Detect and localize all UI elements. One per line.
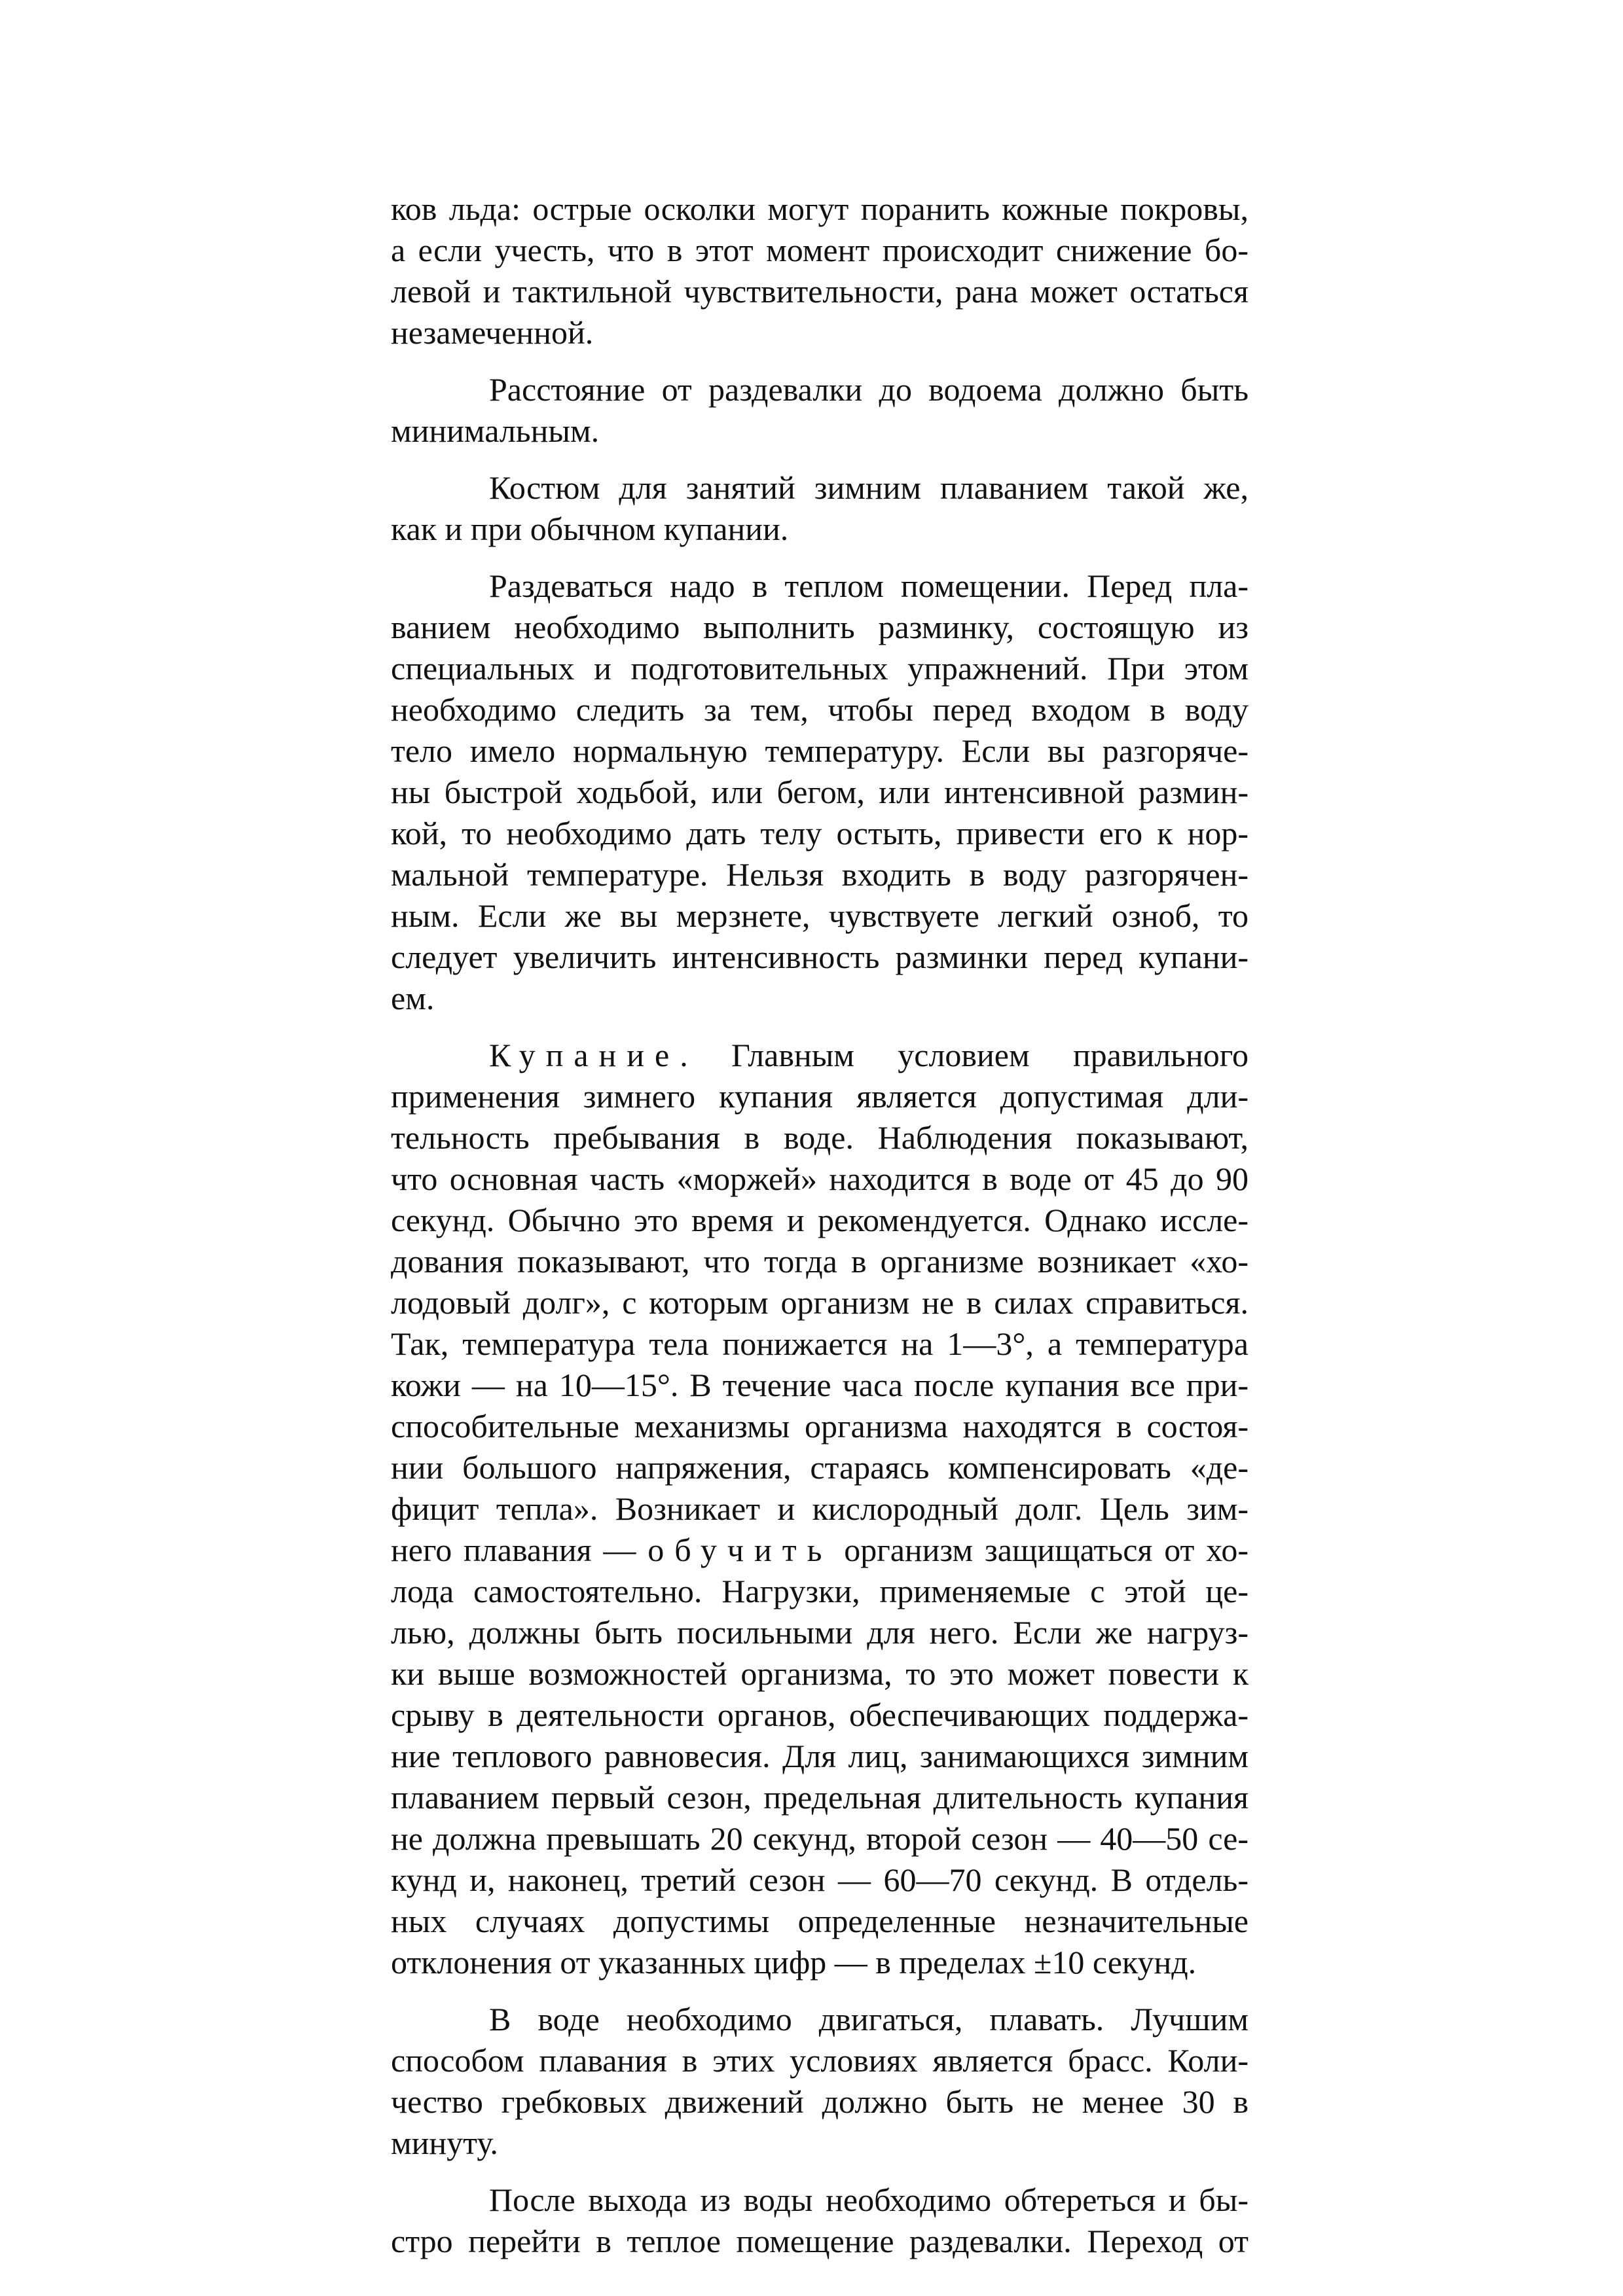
text-line	[391, 230, 1249, 271]
text-segment: него плавания —	[391, 1532, 648, 1568]
text-line	[391, 730, 1249, 772]
text-segment: способительные механизмы организма находятся в состоя-	[391, 1408, 1249, 1444]
text-line	[391, 271, 1249, 312]
text-segment: плаванием первый сезон, предельная длительность купания	[391, 1779, 1249, 1816]
text-line	[391, 2040, 1249, 2081]
text-segment: необходимо следить за тем, чтобы перед входом в воду	[391, 691, 1249, 728]
text-segment: отклонения от указанных цифр — в пределах ±10 секунд.	[391, 1944, 1197, 1981]
text-segment: ем.	[391, 980, 435, 1016]
paragraph	[391, 467, 1249, 550]
text-segment: Расстояние от раздевалки до водоема должно быть	[489, 371, 1249, 408]
paragraph	[391, 565, 1249, 1019]
text-line	[391, 1365, 1249, 1406]
text-segment: что основная часть «моржей» находится в воде от 45 до 90	[391, 1160, 1249, 1197]
text-segment: минимальным.	[391, 412, 600, 449]
text-line	[391, 772, 1249, 813]
spaced-emphasis-text: обучить	[647, 1532, 833, 1568]
text-segment: лодовый долг», с которым организм не в силах справиться.	[391, 1284, 1249, 1321]
text-segment: не должна превышать 20 секунд, второй сезон — 40—50 се-	[391, 1820, 1249, 1857]
text-line	[391, 689, 1249, 730]
text-segment: срыву в деятельности органов, обеспечивающих поддержа-	[391, 1696, 1249, 1733]
text-line	[391, 1323, 1249, 1365]
text-segment: минуту.	[391, 2125, 498, 2161]
text-line	[391, 607, 1249, 648]
text-line	[391, 565, 1249, 607]
text-segment: специальных и подготовительных упражнений. При этом	[391, 650, 1249, 687]
text-line	[391, 1999, 1249, 2040]
text-segment: ны быстрой ходьбой, или бегом, или интенсивной размин-	[391, 774, 1249, 810]
text-line	[391, 895, 1249, 937]
spaced-emphasis-text: Купание	[489, 1037, 680, 1073]
text-segment: ным. Если же вы мерзнете, чувствуете легкий озноб, то	[391, 897, 1249, 934]
text-line	[391, 1571, 1249, 1612]
text-line	[391, 509, 1249, 550]
text-line	[391, 1158, 1249, 1200]
text-segment: Так, температура тела понижается на 1—3°, а температура	[391, 1325, 1249, 1362]
text-segment: организм защищаться от хо-	[832, 1532, 1249, 1568]
text-line	[391, 2123, 1249, 2164]
text-segment: секунд. Обычно это время и рекомендуется. Однако иссле-	[391, 1202, 1249, 1238]
text-line	[391, 1447, 1249, 1488]
text-line	[391, 1612, 1249, 1653]
text-segment: Костюм для занятий зимним плаванием такой же,	[489, 469, 1249, 506]
text-segment: тело имело нормальную температуру. Если вы разгоряче-	[391, 732, 1249, 769]
paragraph	[391, 188, 1249, 353]
text-line	[391, 1282, 1249, 1323]
text-line	[391, 1653, 1249, 1695]
text-line	[391, 1406, 1249, 1447]
text-segment: ков льда: острые осколки могут поранить кожные покровы,	[391, 190, 1249, 227]
text-line	[391, 1859, 1249, 1901]
text-line	[391, 1241, 1249, 1282]
text-segment: ки выше возможностей организма, то это может повести к	[391, 1655, 1249, 1692]
text-segment: а если учесть, что в этот момент происходит снижение бо-	[391, 232, 1249, 268]
text-segment: кунд и, наконец, третий сезон — 60—70 секунд. В отдель-	[391, 1861, 1249, 1898]
text-line	[391, 1736, 1249, 1777]
text-line	[391, 2081, 1249, 2123]
text-line	[391, 813, 1249, 854]
text-segment: кожи — на 10—15°. В течение часа после купания все при-	[391, 1367, 1249, 1403]
paragraph	[391, 2179, 1249, 2262]
text-line	[391, 312, 1249, 353]
text-segment: нии большого напряжения, стараясь компенсировать «де-	[391, 1449, 1249, 1486]
text-line	[391, 1200, 1249, 1241]
text-line	[391, 1530, 1249, 1571]
text-line	[391, 1942, 1249, 1983]
text-segment: лью, должны быть посильными для него. Если же нагруз-	[391, 1614, 1249, 1651]
text-line	[391, 1901, 1249, 1942]
text-line	[391, 467, 1249, 509]
text-line	[391, 369, 1249, 410]
text-segment: В воде необходимо двигаться, плавать. Лучшим	[489, 2001, 1249, 2037]
text-line	[391, 978, 1249, 1019]
text-segment: тельность пребывания в воде. Наблюдения показывают,	[391, 1119, 1249, 1156]
text-segment: как и при обычном купании.	[391, 511, 789, 547]
paragraph	[391, 1999, 1249, 2164]
text-segment: ванием необходимо выполнить разминку, состоящую из	[391, 609, 1249, 645]
text-segment: мальной температуре. Нельзя входить в воду разгорячен-	[391, 856, 1249, 893]
text-segment: способом плавания в этих условиях является брасс. Коли-	[391, 2042, 1249, 2079]
text-line	[391, 1076, 1249, 1117]
text-segment: После выхода из воды необходимо обтереться и бы-	[489, 2181, 1249, 2218]
text-line	[391, 1035, 1249, 1076]
text-segment: дования показывают, что тогда в организме возникает «хо-	[391, 1243, 1249, 1280]
text-segment: лода самостоятельно. Нагрузки, применяемые с этой це-	[391, 1573, 1249, 1609]
text-line	[391, 410, 1249, 452]
text-line	[391, 1488, 1249, 1530]
text-segment: следует увеличить интенсивность разминки перед купани-	[391, 939, 1249, 975]
text-segment: кой, то необходимо дать телу остыть, привести его к нор-	[391, 815, 1249, 852]
text-segment: ных случаях допустимы определенные незначительные	[391, 1903, 1249, 1939]
text-segment: незамеченной.	[391, 314, 594, 351]
text-segment: применения зимнего купания является допустимая дли-	[391, 1078, 1249, 1115]
text-segment: чество гребковых движений должно быть не менее 30 в	[391, 2083, 1249, 2120]
text-line	[391, 937, 1249, 978]
text-segment: Раздеваться надо в теплом помещении. Перед пла-	[489, 567, 1249, 604]
text-line	[391, 1695, 1249, 1736]
text-segment: стро перейти в теплое помещение раздевалки. Переход от	[391, 2223, 1249, 2259]
text-line	[391, 854, 1249, 895]
text-line	[391, 2179, 1249, 2221]
text-segment: ние теплового равновесия. Для лиц, занимающихся зимним	[391, 1738, 1249, 1774]
paragraph	[391, 369, 1249, 452]
text-line	[391, 188, 1249, 230]
text-line	[391, 648, 1249, 689]
text-segment: фицит тепла». Возникает и кислородный долг. Цель зим-	[391, 1490, 1249, 1527]
paragraph	[391, 1035, 1249, 1983]
text-line	[391, 1777, 1249, 1818]
text-line	[391, 1818, 1249, 1859]
text-line	[391, 1117, 1249, 1158]
text-segment: . Главным условием правильного	[680, 1037, 1249, 1073]
text-segment: левой и тактильной чувствительности, рана может остаться	[391, 273, 1249, 310]
body-text	[391, 188, 1249, 2262]
text-line	[391, 2221, 1249, 2262]
